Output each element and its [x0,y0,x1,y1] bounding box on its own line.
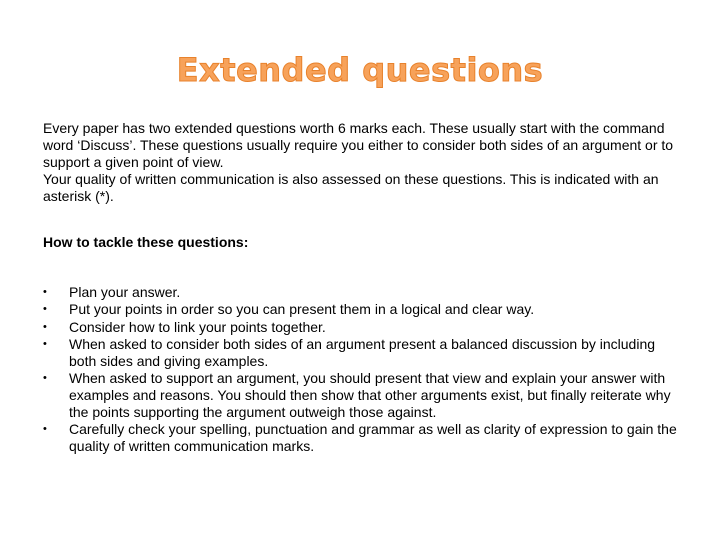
list-item-text: When asked to consider both sides of an argument present a balanced discussion by including both sides and giving examples. [69,335,656,369]
list-item [43,301,683,318]
list-item-text: Plan your answer. [69,284,181,300]
bullet-icon: • [43,337,47,350]
bullet-icon: • [43,320,47,333]
intro-paragraph-2: Your quality of written communication is also assessed on these questions. This is indicated with an asterisk (*). [43,171,659,204]
list-item-text: Carefully check your spelling, punctuation and grammar as well as clarity of expression to gain the quality of written communication marks. [69,421,677,455]
list-item-text: Consider how to link your points together. [69,318,326,335]
list-item-text: When asked to support an argument, you should present that view and explain your answer with examples and reasons. You should then show that other arguments exist, but finally reiterate why the points supporting the argument outweigh those against. [69,370,671,421]
tips-list [43,284,683,456]
list-item [43,336,683,370]
bullet-icon: • [43,423,47,436]
list-item [43,421,683,455]
bullet-icon: • [43,303,47,316]
bullet-icon: • [43,372,47,385]
list-item [43,284,683,301]
section-heading: How to tackle these questions: [43,234,249,250]
list-item-text: Put your points in order so you can present them in a logical and clear way. [69,301,535,318]
intro-paragraph-1: Every paper has two extended questions worth 6 marks each. These usually start with the command word ‘Discuss’. These questions usually require you either to consider both sides of an argument or to support a given point of view. [43,120,674,170]
bullet-icon: • [43,286,47,298]
intro-text [43,120,683,205]
list-item [43,319,683,336]
list-item [43,370,683,421]
slide-title: Extended questions [176,51,544,89]
